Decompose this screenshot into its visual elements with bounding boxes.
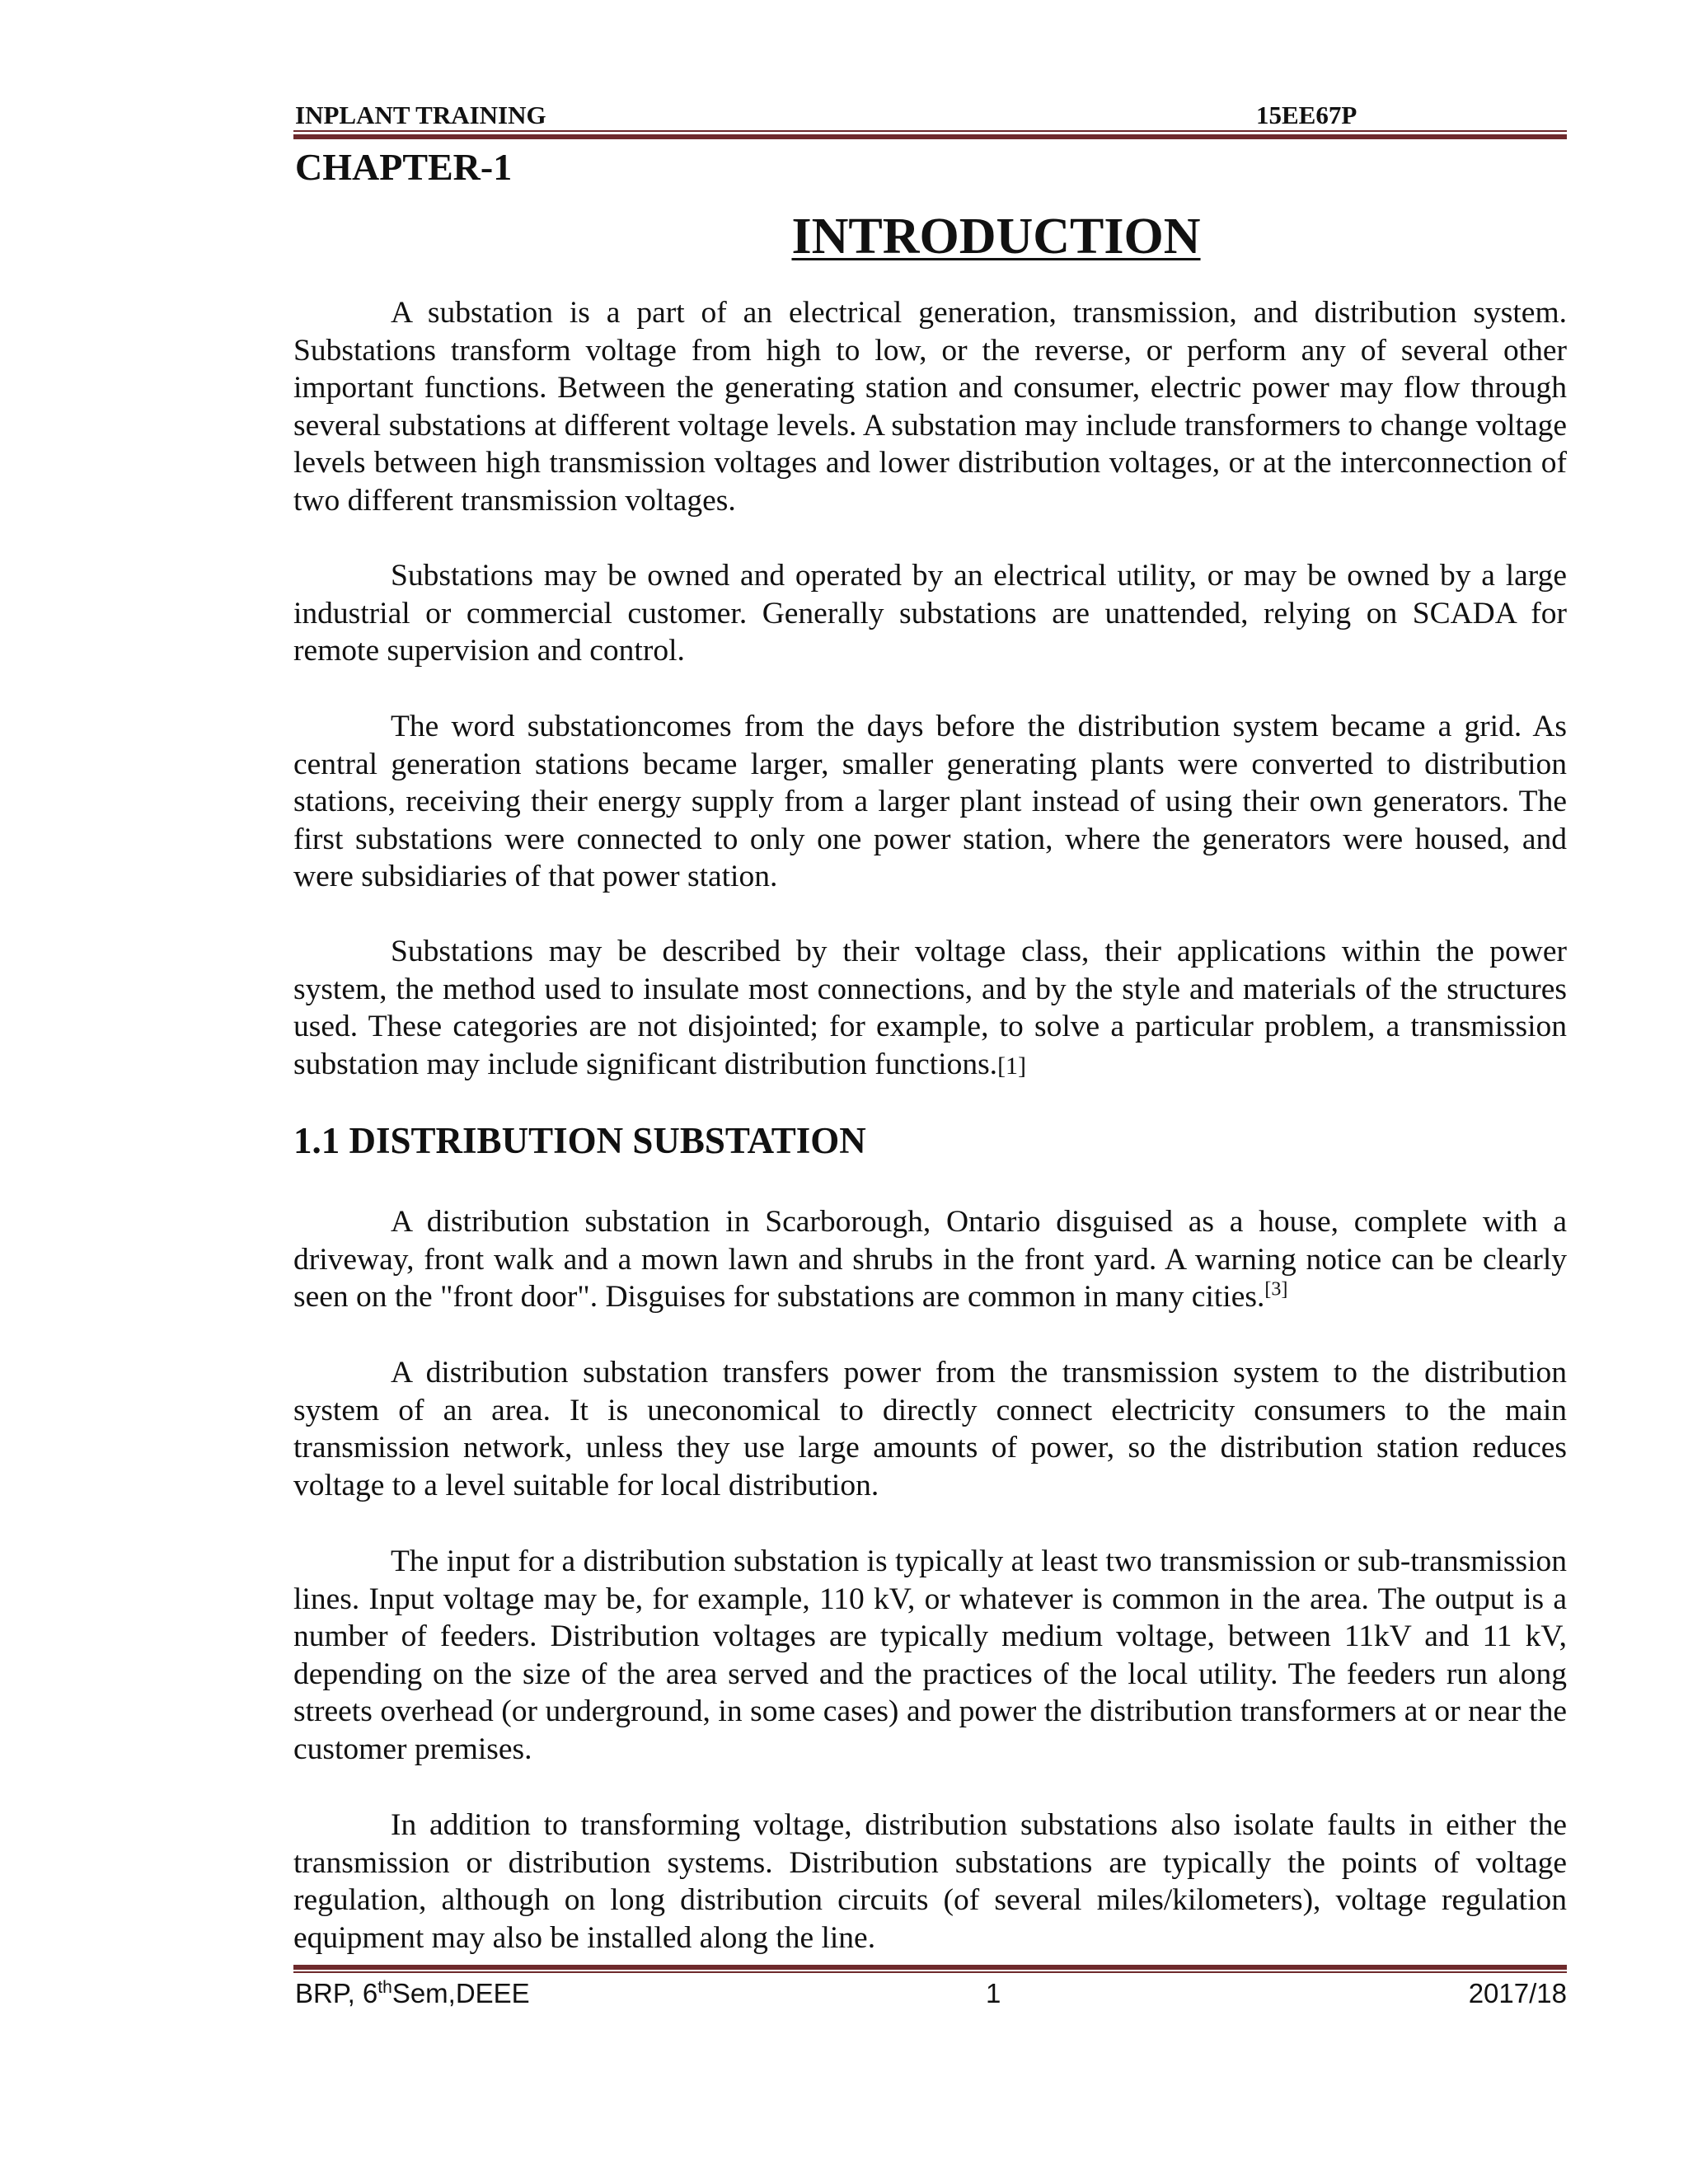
page-title: INTRODUCTION xyxy=(791,209,1201,265)
citation-ref-1[interactable]: [1] xyxy=(997,1052,1027,1080)
paragraph-2: Substations may be owned and operated by an electrical utility, or may be owned by a large industrial or commercial customer. Generally substations are unattended, relying on SCADA for remote supervision and control. xyxy=(293,559,1567,668)
paragraph-4-text: Substations may be described by their voltage class, their applications within the power system, the method used to insulate most connections, and by the style and materials of the structures used. These categories are not disjointed; for example, to solve a particular problem, a transmission substation may include significant distribution functions. xyxy=(293,935,1567,1081)
footer-author-suffix: Sem,DEEE xyxy=(392,1978,530,2008)
header-course-title: INPLANT TRAINING xyxy=(295,101,546,129)
section-paragraph-3: The input for a distribution substation is typically at least two transmission or sub-transmission lines. Input voltage may be, for example, 110 kV, or whatever is common in the area. The output is a number of feeders. Distribution voltages are typically medium voltage, between 11kV and 11 kV, depending on the size of the area served and the practices of the local utility. The feeders run along streets overhead (or underground, in some cases) and power the distribution transformers at or near the customer premises. xyxy=(293,1544,1567,1766)
paragraph-1: A substation is a part of an electrical generation, transmission, and distribution system. Substations transform voltage from high to low, or the reverse, or perform any of several other important functions. Between the generating station and consumer, electric power may flow through several substations at different voltage levels. A substation may include transformers to change voltage levels between high transmission voltages and lower distribution voltages, or at the interconnection of two different transmission voltages. xyxy=(293,296,1567,518)
citation-ref-3[interactable]: [3] xyxy=(1264,1278,1288,1301)
footer-author-prefix: BRP, 6 xyxy=(295,1978,378,2008)
footer-rule-thick xyxy=(293,1965,1567,1970)
footer-author-sup: th xyxy=(377,1978,392,1997)
footer-academic-year: 2017/18 xyxy=(1468,1978,1567,2008)
footer-author xyxy=(295,1978,530,2009)
section-paragraph-1-text: A distribution substation in Scarborough, Ontario disguised as a house, complete with a driveway, front walk and a mown lawn and shrubs in the front yard. A warning notice can be clearly seen on the "front door". Disguises for substations are common in many cities. xyxy=(293,1205,1567,1315)
header-rule-thin xyxy=(293,130,1567,132)
section-heading: 1.1 DISTRIBUTION SUBSTATION xyxy=(293,1120,866,1161)
section-paragraph-4: In addition to transforming voltage, distribution substations also isolate faults in either the transmission or distribution systems. Distribution substations are typically the points of voltage regulation, although on long distribution circuits (of several miles/kilometers), voltage regulation equipment may also be installed along the line. xyxy=(293,1808,1567,1955)
paragraph-4 xyxy=(293,933,1567,1085)
running-header xyxy=(293,97,1567,130)
paragraph-3: The word substationcomes from the days before the distribution system became a grid. As central generation stations became larger, smaller generating plants were converted to distribution stations, receiving their energy supply from a larger plant instead of using their own generators. The first substations were connected to only one power station, where the generators were housed, and were subsidiaries of that power station. xyxy=(293,710,1567,894)
section-paragraph-1 xyxy=(293,1203,1567,1316)
footer-rule-thin xyxy=(293,1971,1567,1973)
header-course-code: 15EE67P xyxy=(1256,101,1357,129)
page-number: 1 xyxy=(986,1978,1001,2008)
section-paragraph-2: A distribution substation transfers power from the transmission system to the distribution system of an area. It is uneconomical to directly connect electricity consumers to the main transmission network, unless they use large amounts of power, so the distribution station reduces voltage to a level suitable for local distribution. xyxy=(293,1356,1567,1502)
header-rule-thick xyxy=(293,134,1567,139)
chapter-label: CHAPTER-1 xyxy=(295,146,513,188)
